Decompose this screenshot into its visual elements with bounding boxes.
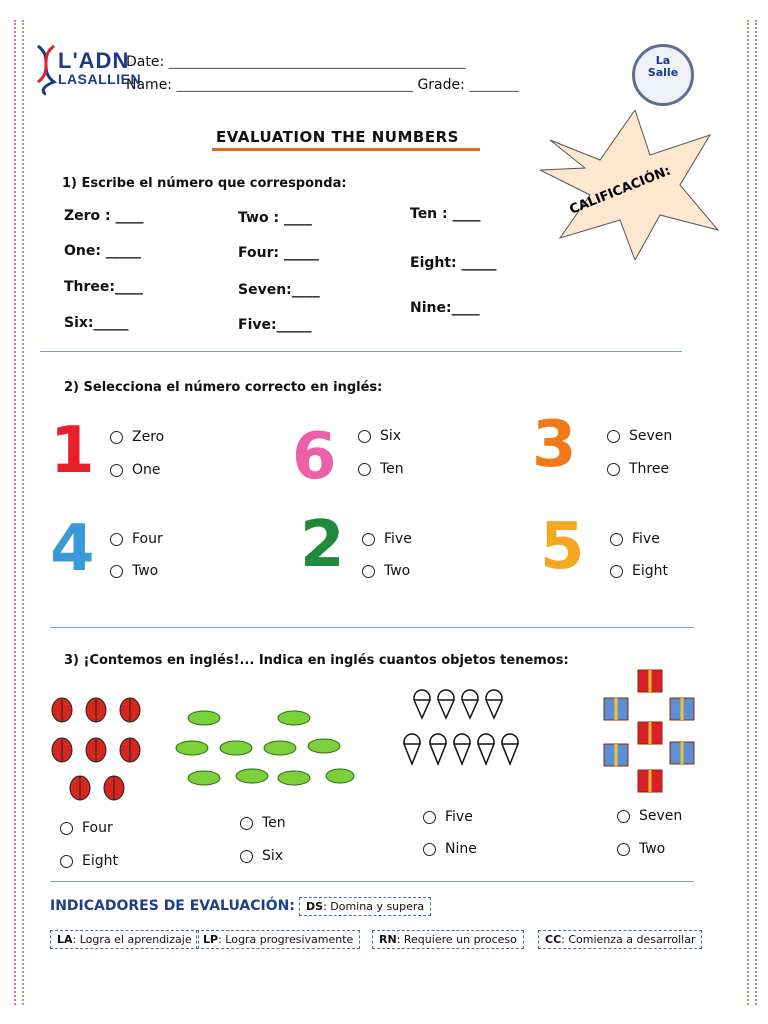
name-label: Name: bbox=[126, 77, 173, 93]
section2-heading: 2) Selecciona el número correcto en inglés: bbox=[64, 380, 383, 395]
option-eight[interactable] bbox=[610, 563, 668, 579]
section1-heading: 1) Escribe el número que corresponda: bbox=[62, 176, 347, 191]
option-label: Eight bbox=[82, 853, 118, 869]
grade-burst-label: CALIFICACIÓN: bbox=[567, 163, 673, 218]
option-five[interactable] bbox=[610, 531, 660, 547]
indicator-text: : Requiere un proceso bbox=[396, 933, 517, 946]
option-label: Ten bbox=[380, 461, 404, 477]
section3-heading: 3) ¡Contemos en inglés!... Indica en inglés cuantos objetos tenemos: bbox=[64, 653, 569, 668]
blank-four[interactable]: Four: _____ bbox=[238, 245, 319, 261]
option-label: One bbox=[132, 462, 161, 478]
ice-creams-icon bbox=[400, 688, 524, 780]
indicator-rn bbox=[372, 930, 524, 949]
divider bbox=[40, 351, 682, 352]
indicator-code: RN bbox=[379, 933, 397, 946]
name-row bbox=[126, 77, 519, 93]
option-label: Three bbox=[629, 461, 670, 477]
indicator-text: : Comienza a desarrollar bbox=[561, 933, 696, 946]
indicator-code: DS bbox=[306, 900, 324, 913]
radio-icon[interactable] bbox=[358, 463, 371, 476]
gifts-icon bbox=[600, 666, 700, 798]
indicator-lp bbox=[196, 930, 360, 949]
radio-icon[interactable] bbox=[607, 430, 620, 443]
date-label: Date: bbox=[126, 54, 165, 70]
option-label: Eight bbox=[632, 563, 668, 579]
date-row bbox=[126, 54, 466, 70]
option-label: Four bbox=[132, 531, 163, 547]
option-label: Four bbox=[82, 820, 113, 836]
badge-line2: Salle bbox=[647, 66, 679, 80]
cartoon-five-icon: 5 bbox=[540, 510, 585, 584]
title-underline bbox=[212, 148, 480, 151]
option-two[interactable] bbox=[617, 841, 665, 857]
blank-five[interactable]: Five:_____ bbox=[238, 317, 312, 333]
cartoon-four-icon: 4 bbox=[50, 512, 95, 586]
option-label: Seven bbox=[639, 808, 683, 824]
page-title: EVALUATION THE NUMBERS bbox=[216, 128, 459, 146]
logo-line1: L'ADN bbox=[58, 48, 130, 73]
blank-seven[interactable]: Seven:____ bbox=[238, 282, 320, 298]
option-label: Six bbox=[262, 848, 284, 864]
blank-ten[interactable]: Ten : ____ bbox=[410, 206, 481, 222]
blank-eight[interactable]: Eight: _____ bbox=[410, 255, 497, 271]
indicator-code: CC bbox=[545, 933, 562, 946]
radio-icon[interactable] bbox=[110, 565, 123, 578]
logo-line2: LASALLIEN bbox=[58, 71, 142, 87]
indicator-text: : Logra progresivamente bbox=[218, 933, 354, 946]
cartoon-six-icon: 6 bbox=[292, 420, 337, 494]
indicator-cc bbox=[538, 930, 702, 949]
indicator-la bbox=[50, 930, 199, 949]
option-five[interactable] bbox=[362, 531, 412, 547]
radio-icon[interactable] bbox=[358, 430, 371, 443]
option-ten[interactable] bbox=[358, 461, 404, 477]
radio-icon[interactable] bbox=[362, 533, 375, 546]
indicator-code: LP bbox=[203, 933, 219, 946]
blank-three[interactable]: Three:____ bbox=[64, 279, 144, 295]
option-seven[interactable] bbox=[617, 808, 682, 824]
date-field[interactable]: ______________________________________________________ bbox=[168, 56, 466, 69]
cartoon-three-icon: 3 bbox=[532, 408, 577, 482]
blank-nine[interactable]: Nine:____ bbox=[410, 300, 480, 316]
blank-two[interactable]: Two : ____ bbox=[238, 210, 312, 226]
radio-icon[interactable] bbox=[240, 850, 253, 863]
option-one[interactable] bbox=[110, 462, 161, 478]
radio-icon[interactable] bbox=[617, 843, 630, 856]
left-decorative-border bbox=[14, 20, 24, 1005]
cartoon-one-icon: 1 bbox=[50, 414, 95, 488]
indicator-text: : Domina y supera bbox=[323, 900, 425, 913]
radio-icon[interactable] bbox=[110, 431, 123, 444]
option-label: Seven bbox=[629, 428, 673, 444]
option-label: Five bbox=[384, 531, 412, 547]
option-label: Two bbox=[639, 841, 666, 857]
option-label: Zero bbox=[132, 429, 165, 445]
option-three[interactable] bbox=[607, 461, 669, 477]
grade-field[interactable]: _________ bbox=[469, 79, 519, 92]
divider bbox=[50, 881, 694, 882]
option-two[interactable] bbox=[362, 563, 410, 579]
option-five[interactable] bbox=[423, 809, 473, 825]
radio-icon[interactable] bbox=[423, 843, 436, 856]
radio-icon[interactable] bbox=[60, 822, 73, 835]
indicators-title: INDICADORES DE EVALUACIÓN: bbox=[50, 898, 295, 914]
name-field[interactable]: ___________________________________________ bbox=[176, 79, 413, 92]
option-four[interactable] bbox=[60, 820, 113, 836]
radio-icon[interactable] bbox=[110, 533, 123, 546]
option-ten[interactable] bbox=[240, 815, 286, 831]
right-decorative-border bbox=[747, 20, 757, 1005]
radio-icon[interactable] bbox=[240, 817, 253, 830]
radio-icon[interactable] bbox=[362, 565, 375, 578]
option-six[interactable] bbox=[240, 848, 283, 864]
radio-icon[interactable] bbox=[607, 463, 620, 476]
caterpillars-icon bbox=[174, 700, 360, 796]
option-zero[interactable] bbox=[110, 429, 164, 445]
option-nine[interactable] bbox=[423, 841, 477, 857]
blank-six[interactable]: Six:_____ bbox=[64, 315, 129, 331]
radio-icon[interactable] bbox=[110, 464, 123, 477]
radio-icon[interactable] bbox=[617, 810, 630, 823]
grade-label: Grade: bbox=[417, 77, 465, 93]
option-six[interactable] bbox=[358, 428, 401, 444]
option-four[interactable] bbox=[110, 531, 163, 547]
option-label: Six bbox=[380, 428, 402, 444]
option-seven[interactable] bbox=[607, 428, 672, 444]
option-two[interactable] bbox=[110, 563, 158, 579]
la-salle-badge bbox=[632, 44, 694, 106]
radio-icon[interactable] bbox=[60, 855, 73, 868]
option-label: Two bbox=[132, 563, 159, 579]
radio-icon[interactable] bbox=[423, 811, 436, 824]
option-label: Five bbox=[445, 809, 473, 825]
badge-line1: La bbox=[655, 54, 671, 67]
cartoon-two-icon: 2 bbox=[300, 508, 345, 582]
divider bbox=[50, 627, 694, 628]
indicator-text: : Logra el aprendizaje bbox=[72, 933, 192, 946]
radio-icon[interactable] bbox=[610, 565, 623, 578]
dna-logo-icon bbox=[34, 44, 58, 96]
grade-burst-icon bbox=[540, 110, 720, 260]
option-label: Ten bbox=[262, 815, 286, 831]
indicator-code: LA bbox=[57, 933, 73, 946]
option-label: Nine bbox=[445, 841, 477, 857]
option-eight[interactable] bbox=[60, 853, 118, 869]
option-label: Five bbox=[632, 531, 660, 547]
indicator-ds bbox=[299, 897, 431, 916]
blank-zero[interactable]: Zero : ____ bbox=[64, 208, 144, 224]
option-label: Two bbox=[384, 563, 411, 579]
radio-icon[interactable] bbox=[610, 533, 623, 546]
blank-one[interactable]: One: _____ bbox=[64, 243, 141, 259]
ladybugs-icon bbox=[48, 690, 148, 805]
